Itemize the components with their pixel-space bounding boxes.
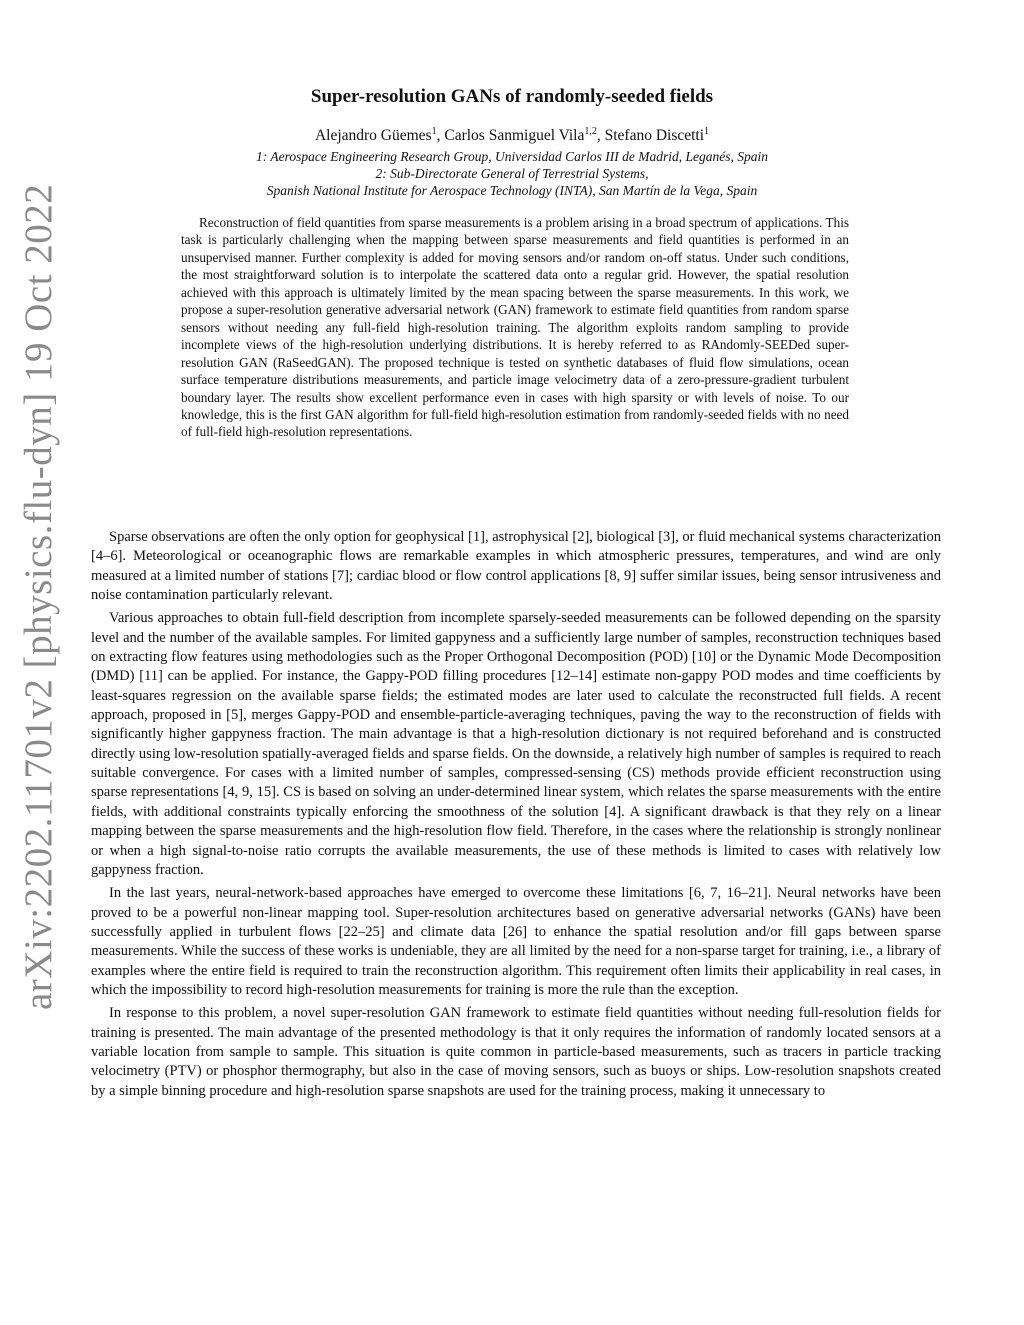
author-name: Stefano Discetti (604, 127, 705, 145)
author-name: Carlos Sanmiguel Vila (444, 127, 585, 145)
abstract: Reconstruction of field quantities from sparse measurements is a problem arising in a broad spectrum of applications. This task is particularly challenging when the mapping between sparse measurements and field quantities is performed in an unsupervised manner. Further complexity is added for moving sensors and/or random on-off status. Under such conditions, the most straightforward solution is to interpolate the scattered data onto a regular grid. However, the spatial resolution achieved with this approach is ultimately limited by the mean spacing between the sparse measurements. In this work, we propose a super-resolution generative adversarial network (GAN) framework to estimate field quantities from random sparse sensors without needing any full-field high-resolution training. The algorithm exploits random sampling to provide incomplete views of the high-resolution underlying distributions. It is hereby referred to as RAndomly-SEEDed super-resolution GAN (RaSeedGAN). The proposed technique is tested on synthetic databases of fluid flow simulations, ocean surface temperature distributions measurements, and particle image velocimetry data of a zero-pressure-gradient turbulent boundary layer. The results show excellent performance even in cases with high sparsity or with levels of noise. To our knowledge, this is the first GAN algorithm for full-field high-resolution estimation from randomly-seeded fields with no need of full-field high-resolution representations. (181, 215, 849, 440)
body-paragraph: In response to this problem, a novel super-resolution GAN framework to estimate field quantities without needing full-resolution fields for training is presented. The main advantage of the presented methodology is that it only requires the information of randomly located sensors at a variable location from sample to sample. This situation is quite common in particle-based measurements, such as tracers in particle tracking velocimetry (PTV) or phosphor thermography, but also in the case of moving sensors, such as buoys or ships. Low-resolution snapshots created by a simple binning procedure and high-resolution sparse snapshots are used for the training process, making it unnecessary to (91, 1005, 941, 1099)
author-name: Alejandro Güemes (314, 127, 432, 145)
body-paragraph: Sparse observations are often the only option for geophysical [1], astrophysical [2], biological [3], or fluid mechanical systems characterization [4–6]. Meteorological or oceanographic flows are remarkable examples in which atmospheric pressures, temperatures, and wind are only measured at a limited number of stations [7]; cardiac blood or flow control applications [8, 9] suffer similar issues, being sensor intrusiveness and noise contamination particularly relevant. (91, 529, 941, 604)
author-affiliation-mark: 1 (704, 126, 710, 137)
body-text (91, 528, 941, 1105)
author-affiliation-mark: 1 (431, 126, 437, 137)
affiliation-line: 1: Aerospace Engineering Research Group, Universidad Carlos III de Madrid, Leganés, Spain (256, 149, 768, 164)
arxiv-identifier: arXiv:2202.11701v2 [physics.flu-dyn] 19 Oct 2022 (17, 183, 60, 1010)
author-affiliation-mark: 1,2 (584, 126, 597, 137)
author-list: Alejandro Güemes$^1$, Carlos Sanmiguel Vila$^{1,2}$, Stefano Discetti$^1$ (314, 126, 710, 145)
paper-title: Super-resolution GANs of randomly-seeded fields (310, 86, 714, 107)
affiliation-line: Spanish National Institute for Aerospace Technology (INTA), San Martín de la Vega, Spain (266, 183, 758, 198)
affiliation-line: 2: Sub-Directorate General of Terrestrial Systems, (375, 166, 649, 181)
body-paragraph: In the last years, neural-network-based approaches have emerged to overcome these limitations [6, 7, 16–21]. Neural networks have been proved to be a powerful non-linear mapping tool. Super-resolution architectures based on generative adversarial networks (GANs) have been successfully applied in turbulent flows [22–25] and climate data [26] to enhance the spatial resolution and/or fill gaps between sparse measurements. While the success of these works is undeniable, they are all limited by the need for a non-sparse target for training, i.e., a library of examples where the entire field is required to train the reconstruction algorithm. This requirement often limits their applicability in real cases, in which the impossibility to record high-resolution measurements for training is more the rule than the exception. (91, 885, 941, 998)
body-paragraph: Various approaches to obtain full-field description from incomplete sparsely-seeded measurements can be followed depending on the sparsity level and the number of the available samples. For limited gappyness and a sufficiently large number of samples, reconstruction techniques based on extracting flow features using methodologies such as the Proper Orthogonal Decomposition (POD) [10] or the Dynamic Mode Decomposition (DMD) [11] can be applied. For instance, the Gappy-POD filling procedures [12–14] estimate non-gappy POD modes and time coefficients by least-squares regression on the available sparse fields; the estimated modes are later used to calculate the reconstructed full fields. A recent approach, proposed in [5], merges Gappy-POD and ensemble-particle-averaging techniques, paving the way to the reconstruction of fields with significantly higher gappyness fraction. The main advantage is that a high-resolution dictionary is not required beforehand and is constructed directly using low-resolution spatially-averaged fields and sparse fields. On the downside, a relatively high number of samples is required to reach suitable convergence. For cases with a limited number of samples, compressed-sensing (CS) methods provide efficient reconstruction using sparse representations [4, 9, 15]. CS is based on solving an under-determined linear system, which relates the sparse measurements with the entire fields, with additional constraints typically enforcing the smoothness of the solution [4]. A significant drawback is that they rely on a linear mapping between the sparse measurements and the high-resolution flow field. Therefore, in the cases where the relationship is strongly nonlinear or when a high signal-to-noise ratio corrupts the available measurements, the use of these methods is limited to cases with relatively low gappyness fraction. (91, 610, 941, 878)
